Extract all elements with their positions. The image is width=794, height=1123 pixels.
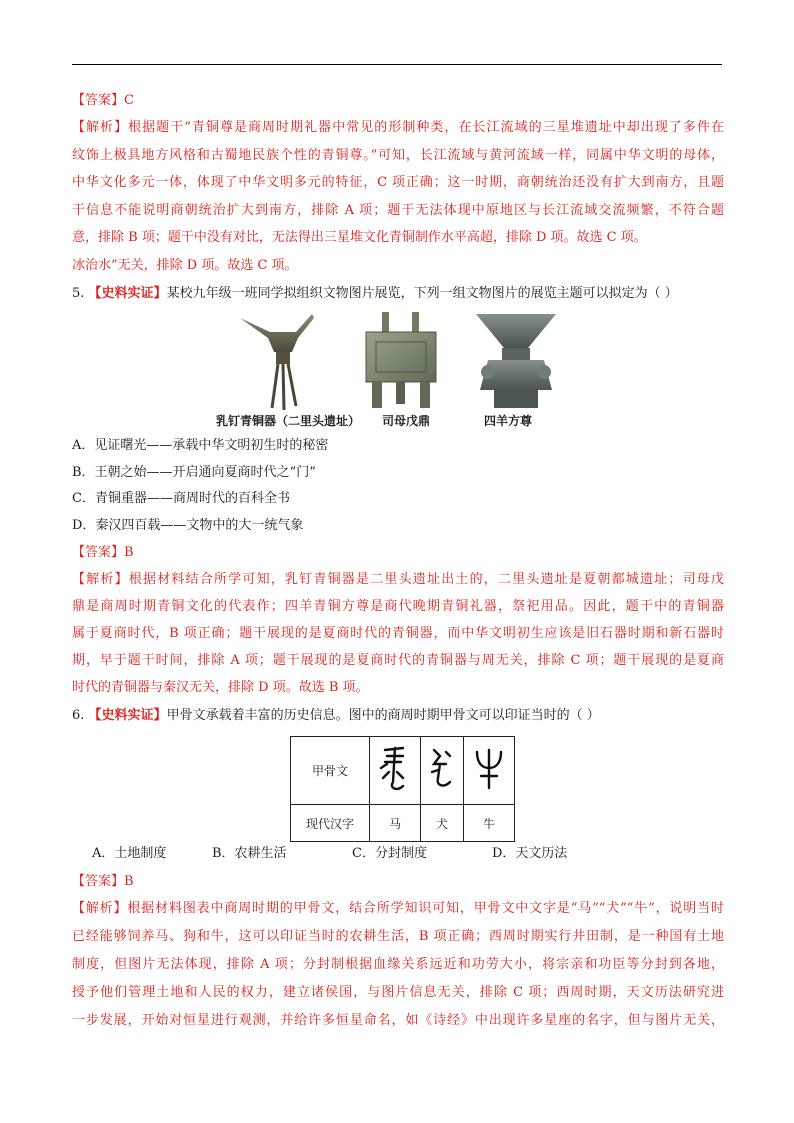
q6-option: D．天文历法	[492, 846, 568, 861]
prev-analysis-line: 纹饰上极具地方风格和古蜀地民族个性的青铜尊。”可知，长江流域与黄河流域一样，同属中华文明的母体，	[72, 148, 724, 163]
caption-ding: 司母戊鼎	[382, 414, 431, 428]
prev-analysis-line: 冰治水”无关，排除 D 项。故选 C 项。	[72, 258, 298, 273]
oracle-bone-table	[290, 736, 515, 842]
q5-answer: 【答案】B	[72, 545, 134, 560]
q6-analysis-line: 一步发展，开始对恒星进行观测，并给许多恒星命名，如《诗经》中出现许多星座的名字，但与图片无关，	[72, 1013, 724, 1028]
q5-analysis-line: 属于夏商时代，B 项正确；题干展现的是夏商时代的青铜器，而中华文明初生应该是旧石器时期和新石器时	[72, 626, 724, 641]
q5-analysis-line: 时代的青铜器与秦汉无关，排除 D 项。故选 B 项。	[72, 680, 369, 695]
q5-analysis-line: 【解析】根据材料结合所学可知，乳钉青铜器是二里头遗址出土的，二里头遗址是夏朝都城遗址；司母戊	[72, 572, 724, 587]
q6-option: C．分封制度	[352, 846, 427, 861]
q5-analysis-line: 期，早于题干时间，排除 A 项；题干展现的是夏商时代的青铜器与周无关，排除 C 项；题干展现的是夏商	[72, 653, 724, 668]
four-goat-zun-image	[476, 314, 556, 408]
q5-artifact-photos	[216, 308, 566, 432]
prev-analysis-line: 【解析】根据题干“青铜尊是商周时期礼器中常见的形制种类，在长江流域的三星堆遗址中却出现了多件在	[72, 120, 724, 135]
q6-answer: 【答案】B	[72, 874, 134, 889]
horse-glyph-icon	[375, 742, 415, 796]
q6-option: A．土地制度	[92, 846, 167, 861]
q5-analysis-line: 鼎是商周时期青铜文化的代表作；四羊青铜方尊是商代晚期青铜礼器，祭祀用品。因此，题干中的青铜器	[72, 599, 724, 614]
modern-row-label: 现代汉字	[291, 805, 370, 842]
simuwu-ding-image	[366, 312, 436, 408]
q5-option: C．青铜重器——商周时代的百科全书	[72, 491, 290, 506]
q5-option: D．秦汉四百载——文物中的大一统气象	[72, 518, 304, 533]
oracle-glyph-horse	[370, 737, 421, 805]
q5-option: A．见证曙光——承载中华文明初生时的秘密	[72, 438, 329, 453]
prev-analysis-line: 中华文化多元一体，体现了中华文明多元的特征，C 项正确；这一时期，商朝统治还没有扩大到南方，且题	[72, 175, 724, 190]
modern-char: 犬	[421, 805, 464, 842]
q6-option: B．农耕生活	[212, 846, 287, 861]
q6-analysis-line: 【解析】根据材料图表中商周时期的甲骨文，结合所学知识可知，甲骨文中文字是“马”“犬”“牛”，说明当时	[72, 901, 724, 916]
header-rule	[72, 64, 722, 65]
caption-jue: 乳钉青铜器（二里头遗址）	[216, 414, 361, 428]
oracle-glyph-dog	[421, 737, 464, 805]
q6-stem: 6. 【史料实证】甲骨文承载着丰富的历史信息。图中的商周时期甲骨文可以印证当时的（ ）	[72, 708, 600, 723]
caption-zun: 四羊方尊	[484, 414, 533, 428]
q6-analysis-line: 已经能够饲养马、狗和牛，这可以印证当时的农耕生活，B 项正确；西周时期实行井田制，是一种国有土地	[72, 929, 724, 944]
prev-answer: 【答案】C	[72, 93, 134, 108]
dog-glyph-icon	[424, 742, 460, 796]
prev-analysis-line: 意，排除 B 项；题干中没有对比，无法得出三星堆文化青铜制作水平高超，排除 D 项。故选 C 项。	[72, 230, 647, 245]
q5-stem: 5. 【史料实证】某校九年级一班同学拟组织文物图片展览，下列一组文物图片的展览主题可以拟定为（ ）	[72, 286, 678, 301]
q6-analysis-line: 授予他们管理土地和人民的权力，建立诸侯国，与图片信息无关，排除 C 项；西周时期，天文历法研究进	[72, 985, 724, 1000]
modern-char: 马	[370, 805, 421, 842]
oracle-glyph-ox	[464, 737, 515, 805]
artifact-illustrations	[226, 308, 566, 412]
jue-vessel-image	[240, 314, 314, 410]
prev-analysis-line: 干信息不能说明商朝统治扩大到南方，排除 A 项；题干无法体现中原地区与长江流域交流频繁，不符合题	[72, 203, 724, 218]
modern-char: 牛	[464, 805, 515, 842]
oracle-row-label: 甲骨文	[291, 737, 370, 805]
q5-option: B．王朝之始——开启通向夏商时代之“门”	[72, 465, 316, 480]
ox-glyph-icon	[469, 742, 509, 796]
q6-analysis-line: 制度，但图片无法体现，排除 A 项；分封制根据血缘关系远近和功劳大小，将宗亲和功臣等分封到各地，	[72, 957, 724, 972]
